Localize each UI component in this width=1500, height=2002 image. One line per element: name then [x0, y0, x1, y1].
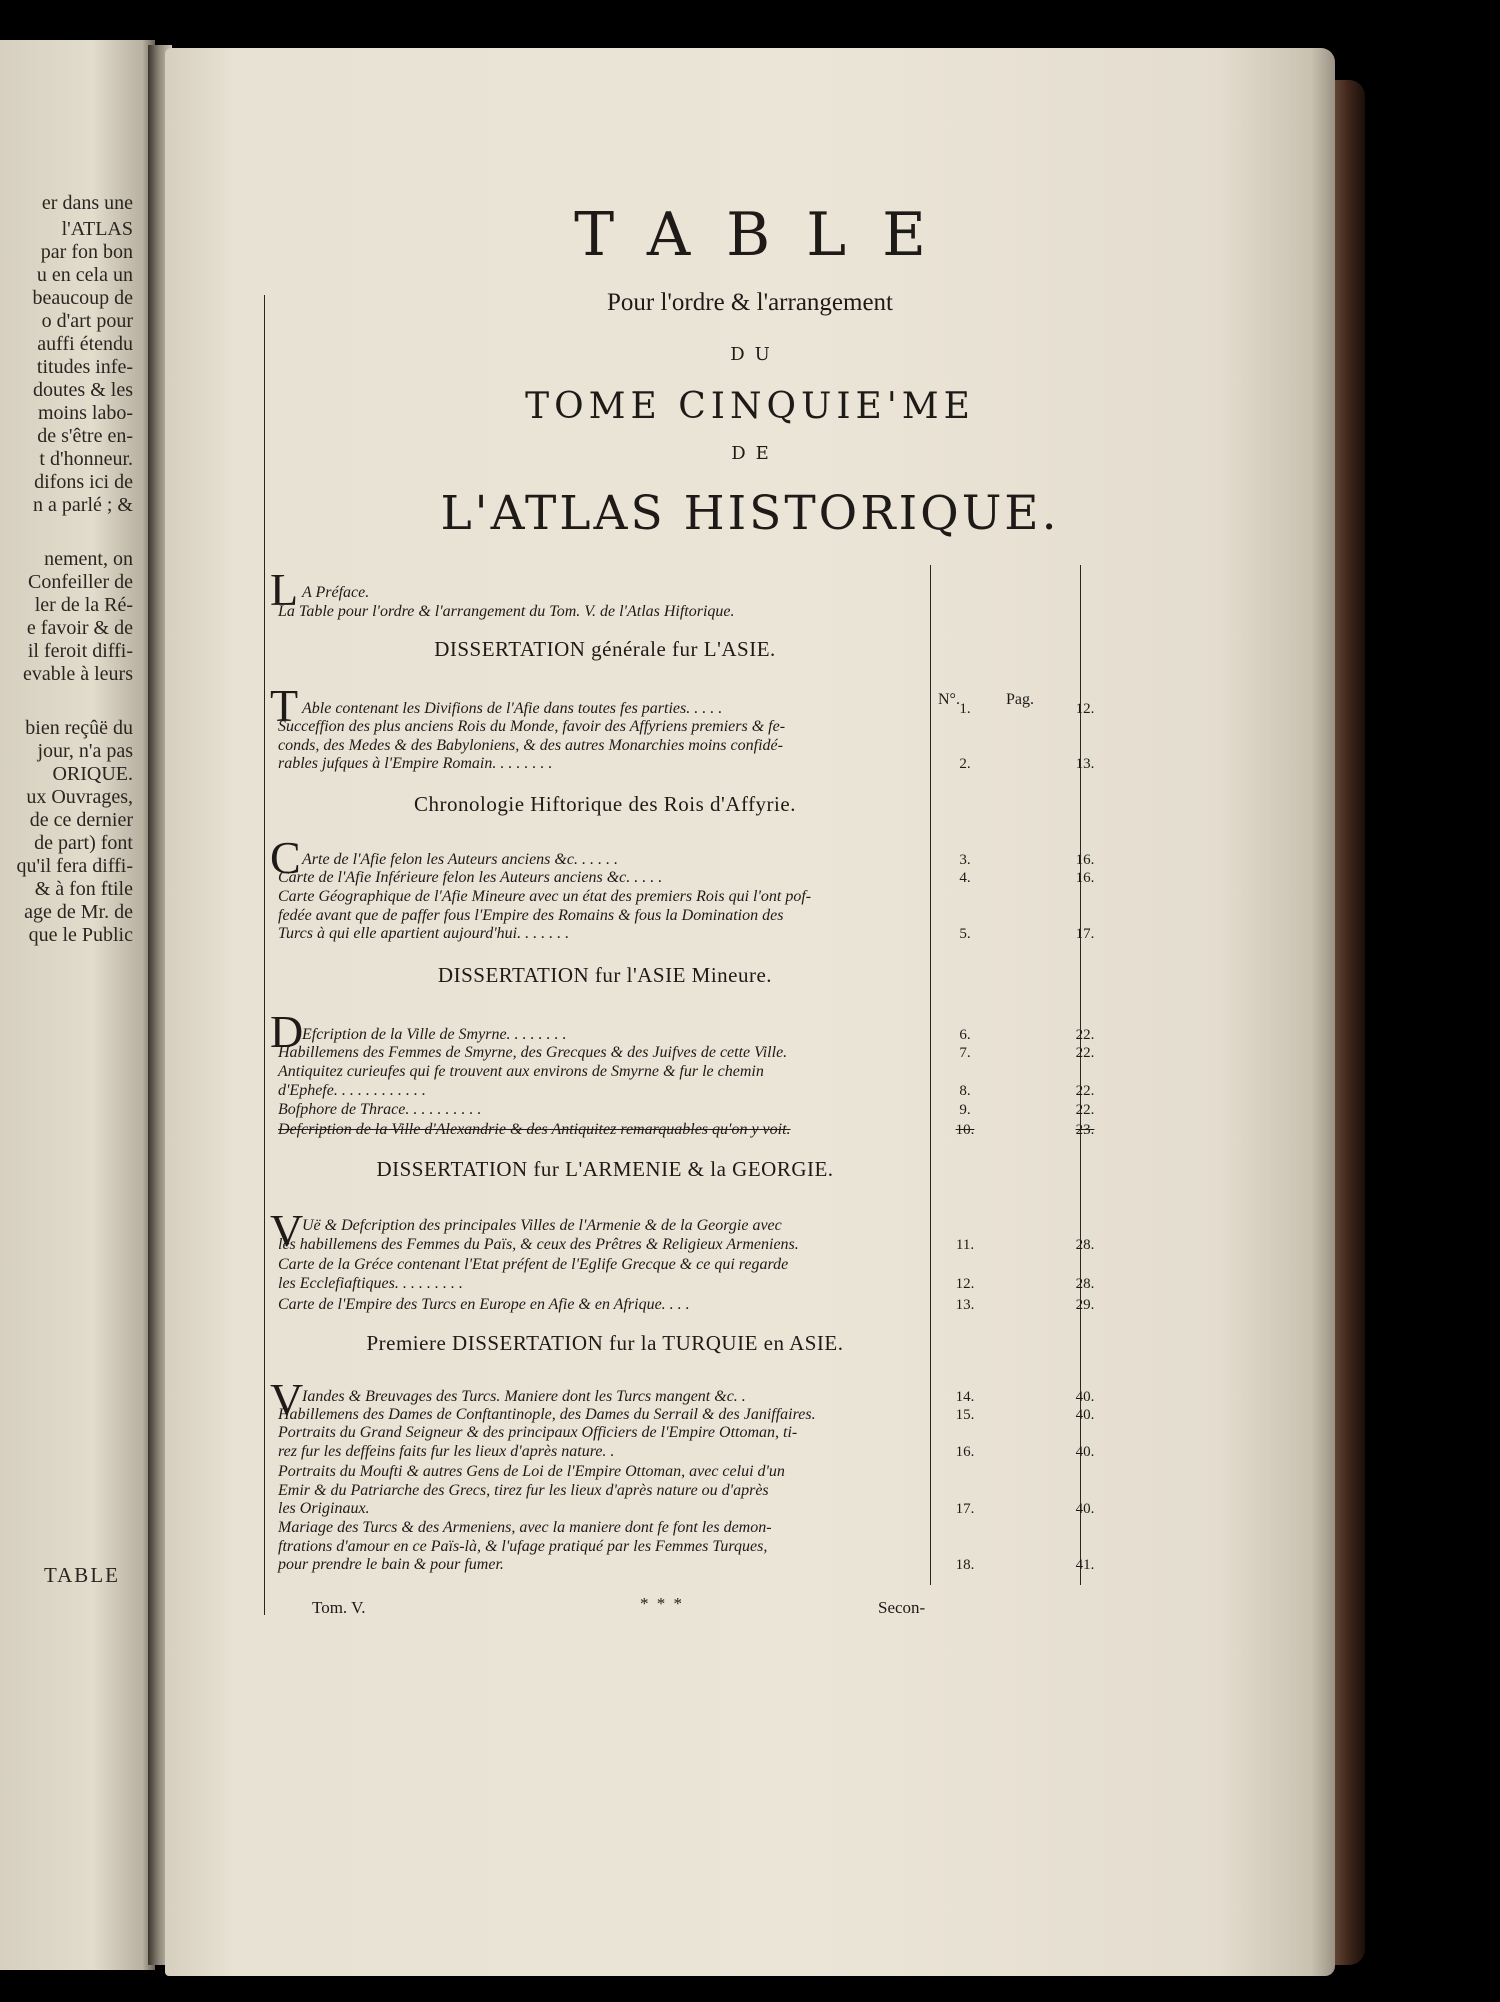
footer-signature-mark: * * *	[640, 1594, 684, 1613]
plate-number: 5.	[959, 926, 971, 942]
right-page	[165, 48, 1335, 1976]
toc-entry-line: conds, des Medes & des Babyloniens, & des autres Monarchies moins confidé-	[278, 736, 783, 754]
page-number: 40.	[1075, 1389, 1095, 1405]
plate-number: 10.	[955, 1122, 975, 1138]
page-number: 13.	[1075, 756, 1095, 772]
title-tome: TOME CINQUIE'ME	[525, 386, 975, 427]
toc-entry-line: les habillemens des Femmes du Païs, & ceux des Prêtres & Religieux Armeniens.	[278, 1235, 799, 1253]
plate-number: 7.	[959, 1045, 971, 1061]
plate-number: 3.	[959, 852, 971, 868]
drop-cap: V	[270, 1374, 304, 1425]
plate-number: 12.	[955, 1275, 975, 1292]
left-page-line: Confeiller de	[28, 571, 133, 593]
plate-number: 14.	[955, 1389, 975, 1405]
left-page-line: de s'être en-	[37, 425, 133, 447]
page-number: 22.	[1075, 1027, 1095, 1043]
column-head-num: N°.	[938, 691, 960, 708]
title-du: DU	[730, 344, 780, 365]
toc-entry-line: Mariage des Turcs & des Armeniens, avec la maniere dont fe font les demon-	[278, 1519, 772, 1536]
page-number: 16.	[1075, 870, 1095, 886]
page-number: 40.	[1075, 1443, 1095, 1460]
page-number: 22.	[1075, 1102, 1095, 1118]
section-heading: Premiere DISSERTATION fur la TURQUIE en ASIE.	[366, 1331, 844, 1355]
title-de: DE	[731, 443, 779, 464]
page-number: 28.	[1075, 1275, 1095, 1292]
title-subtitle: Pour l'ordre & l'arrangement	[607, 289, 893, 316]
plate-number: 17.	[955, 1501, 975, 1517]
left-page-line: e favoir & de	[26, 617, 133, 639]
title-table: TABLE	[574, 200, 962, 270]
left-page-line: moins labo-	[38, 402, 133, 424]
left-page-line: er dans une	[41, 192, 133, 214]
page-number: 41.	[1075, 1557, 1095, 1573]
plate-number: 13.	[955, 1297, 975, 1313]
drop-cap: V	[270, 1205, 304, 1256]
page-number: 40.	[1075, 1407, 1095, 1423]
left-page-line: t d'honneur.	[39, 448, 133, 470]
toc-entry-line: Carte de la Gréce contenant l'Etat préfent de l'Eglife Grecque & ce qui regarde	[278, 1256, 789, 1273]
toc-entry-line: Succeffion des plus anciens Rois du Monde, favoir des Affyriens premiers & fe-	[278, 718, 786, 735]
left-page-line: u en cela un	[36, 264, 133, 286]
toc-entry-line: Turcs à qui elle apartient aujourd'hui. . . . . . .	[278, 925, 570, 942]
toc-entry-line: fedée avant que de paffer fous l'Empire des Romains & fous la Domination des	[278, 906, 784, 924]
section-heading: DISSERTATION fur l'ASIE Mineure.	[437, 963, 773, 987]
drop-cap: C	[270, 832, 301, 883]
plate-number: 15.	[955, 1407, 975, 1423]
column-rule-pag	[1080, 565, 1081, 1585]
plate-number: 6.	[959, 1027, 971, 1043]
toc-entry-line: d'Ephefe. . . . . . . . . . . .	[278, 1081, 426, 1099]
left-page-line: bien reçûë du	[25, 717, 133, 739]
left-page-line: beaucoup de	[32, 287, 133, 309]
plate-number: 11.	[955, 1236, 975, 1253]
toc-entry-line: Able contenant les Divifions de l'Afie dans toutes fes parties. . . . .	[302, 700, 723, 717]
toc-entry-line: rez fur les deffeins faits fur les lieux d'après nature. .	[278, 1442, 615, 1460]
left-page-line: qu'il fera diffi-	[16, 855, 133, 877]
left-page	[0, 40, 155, 1970]
toc-entry-line: Efcription de la Ville de Smyrne. . . . . . . .	[302, 1026, 567, 1043]
toc-entry-line: Carte de l'Afie Inférieure felon les Auteurs anciens &c. . . . .	[278, 869, 663, 886]
left-page-line: doutes & les	[33, 379, 133, 401]
preface-line: La Table pour l'ordre & l'arrangement du Tom. V. de l'Atlas Hiftorique.	[278, 603, 735, 620]
page-number: 22.	[1075, 1082, 1095, 1099]
section-heading: DISSERTATION fur L'ARMENIE & la GEORGIE.	[376, 1157, 834, 1181]
section-heading: Chronologie Hiftorique des Rois d'Affyrie.	[414, 792, 796, 816]
left-page-line: il feroit diffi-	[27, 640, 133, 662]
left-page-line: jour, n'a pas	[37, 740, 133, 762]
left-page-line: titudes infe-	[36, 356, 133, 378]
plate-number: 1.	[959, 701, 971, 717]
left-page-line: ler de la Ré-	[34, 594, 133, 616]
column-head-pag: Pag.	[1006, 691, 1034, 708]
left-page-line: difons ici de	[34, 471, 133, 493]
toc-entry-line: Bofphore de Thrace. . . . . . . . . .	[278, 1101, 482, 1118]
left-page-line: par fon bon	[40, 241, 133, 263]
left-page-line: & à fon ftile	[34, 878, 133, 900]
toc-entry-line: Uë & Defcription des principales Villes de l'Armenie & de la Georgie avec	[302, 1217, 782, 1234]
toc-entry-line: Carte Géographique de l'Afie Mineure avec un état des premiers Rois qui l'ont pof-	[278, 888, 812, 905]
toc-entry-line: Iandes & Breuvages des Turcs. Maniere dont les Turcs mangent &c. .	[302, 1388, 746, 1405]
toc-entry-line: Portraits du Grand Seigneur & des principaux Officiers de l'Empire Ottoman, ti-	[278, 1424, 798, 1441]
page-number: 12.	[1075, 701, 1095, 717]
left-page-line: nement, on	[44, 548, 133, 570]
left-page-line: n a parlé ; &	[33, 494, 133, 516]
footer-catchword: Secon-	[878, 1598, 926, 1617]
toc-entry-line: les Ecclefiaftiques. . . . . . . . .	[278, 1274, 463, 1292]
title-atlas-historique: L'ATLAS HISTORIQUE.	[440, 486, 1060, 541]
toc-entry-line: Arte de l'Afie felon les Auteurs anciens &c. . . . . .	[302, 851, 618, 868]
page-number: 40.	[1075, 1501, 1095, 1517]
left-page-line: l'ATLAS	[61, 218, 133, 240]
toc-entry-line: Antiquitez curieufes qui fe trouvent aux environs de Smyrne & fur le chemin	[278, 1063, 764, 1080]
toc-entry-line: Portraits du Moufti & autres Gens de Loi de l'Empire Ottoman, avec celui d'un	[278, 1463, 785, 1480]
plate-number: 2.	[959, 756, 971, 772]
preface-line: A Préface.	[302, 584, 370, 601]
toc-entry-line: Emir & du Patriarche des Grecs, tirez fur les lieux d'après nature ou d'après	[278, 1481, 769, 1499]
toc-entry-line: Habillemens des Femmes de Smyrne, des Grecques & des Juifves de cette Ville.	[278, 1044, 788, 1061]
left-page-catchword: TABLE	[44, 1563, 120, 1587]
page-number: 22.	[1075, 1045, 1095, 1061]
drop-cap: D	[270, 1006, 304, 1057]
section-heading: DISSERTATION générale fur L'ASIE.	[434, 637, 776, 661]
toc-entry-line: Defcription de la Ville d'Alexandrie & des Antiquitez remarquables qu'on y voit.	[278, 1121, 791, 1138]
drop-cap: L	[270, 564, 299, 615]
toc-entry-line: rables jufques à l'Empire Romain. . . . . . . .	[278, 755, 553, 772]
plate-number: 8.	[959, 1082, 971, 1099]
left-page-line: evable à leurs	[23, 663, 133, 685]
page-number: 23.	[1075, 1122, 1095, 1138]
left-page-line: que le Public	[28, 924, 133, 946]
left-page-line: o d'art pour	[41, 310, 133, 332]
toc-entry-line: Habillemens des Dames de Conftantinople, des Dames du Serrail & des Janiffaires.	[278, 1406, 816, 1423]
left-page-line: auffi étendu	[37, 333, 133, 355]
plate-number: 16.	[955, 1443, 975, 1460]
toc-entry-line: Carte de l'Empire des Turcs en Europe en Afie & en Afrique. . . .	[278, 1296, 690, 1313]
footer-volume: Tom. V.	[312, 1598, 366, 1617]
page-number: 16.	[1075, 852, 1095, 868]
plate-number: 4.	[959, 870, 971, 886]
left-page-line: de ce dernier	[29, 809, 133, 831]
page-number: 28.	[1075, 1236, 1095, 1253]
left-margin-rule	[264, 295, 265, 1615]
toc-entry-line: les Originaux.	[278, 1500, 370, 1517]
plate-number: 9.	[959, 1102, 971, 1118]
left-page-line: ORIQUE.	[52, 763, 133, 785]
page-number: 17.	[1075, 926, 1095, 942]
toc-entry-line: ftrations d'amour en ce Païs-là, & l'ufage pratiqué par les Femmes Turques,	[278, 1537, 768, 1555]
left-page-line: ux Ouvrages,	[26, 786, 133, 808]
left-page-line: de part) font	[34, 832, 133, 854]
drop-cap: T	[270, 680, 299, 731]
plate-number: 18.	[955, 1557, 975, 1573]
left-page-line: age de Mr. de	[24, 901, 133, 923]
page-number: 29.	[1075, 1297, 1095, 1313]
toc-entry-line: pour prendre le bain & pour fumer.	[278, 1556, 504, 1573]
